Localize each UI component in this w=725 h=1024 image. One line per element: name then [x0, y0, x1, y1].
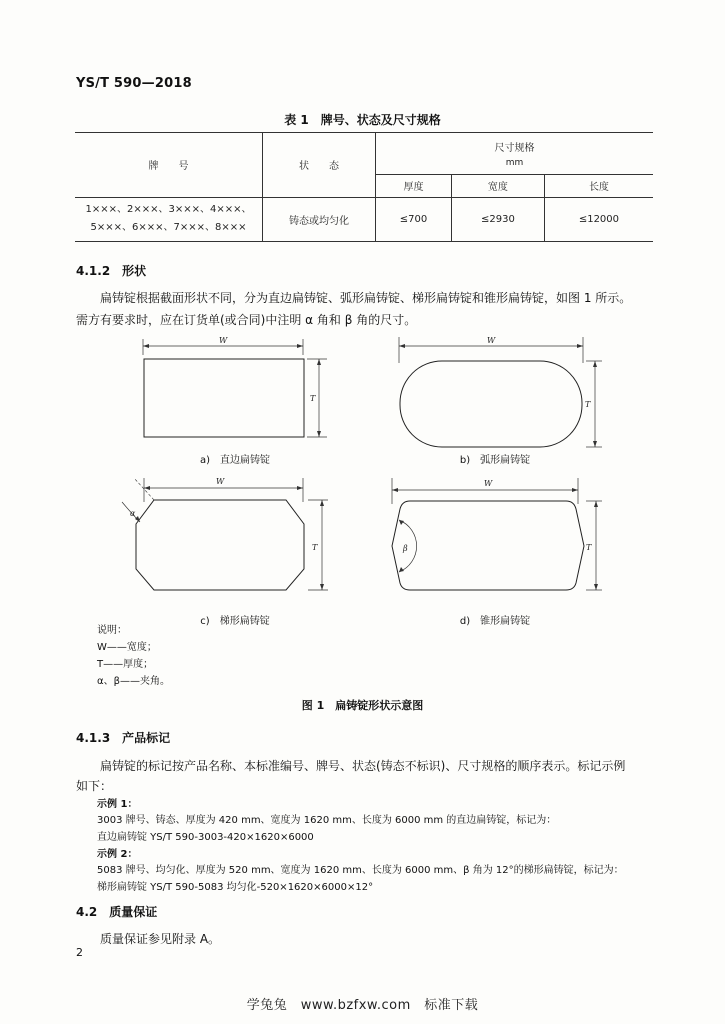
grade-line-2: 5×××、6×××、7×××、8××× [90, 222, 247, 234]
heading-4-1-2: 4.1.2 形状 [76, 264, 147, 278]
col-header-length: 长度 [544, 175, 653, 197]
shape-paragraph-line-1: 扁铸锭根据截面形状不同，分为直边扁铸锭、弧形扁铸锭、梯形扁铸锭和锥形扁铸锭，如图 1 所示。 [100, 291, 632, 305]
dim-w-label: W [484, 479, 493, 488]
example-1-line-1: 3003 牌号、铸态、厚度为 420 mm、宽度为 1620 mm、长度为 6000 mm 的直边扁铸锭，标记为： [97, 815, 557, 826]
example-2-line-2: 梯形扁铸锭 YS/T 590-5083 均匀化-520×1620×6000×12° [97, 882, 374, 893]
dim-t-label: T [585, 400, 591, 409]
caption-b: b) 弧形扁铸锭 [459, 455, 531, 466]
figure-c-trapezoidal-slab [108, 472, 338, 600]
cell-width: ≤2930 [451, 197, 544, 241]
heading-4-1-3: 4.1.3 产品标记 [76, 731, 171, 745]
legend-alpha-beta: α、β——夹角。 [97, 676, 170, 687]
legend-title: 说明： [97, 625, 127, 636]
example-2-line-1: 5083 牌号、均匀化、厚度为 520 mm、宽度为 1620 mm、长度为 6000 mm、β 角为 12°的梯形扁铸锭，标记为： [97, 865, 624, 876]
dim-t-label: T [586, 543, 592, 552]
caption-c: c) 梯形扁铸锭 [200, 616, 270, 627]
dim-w-label: W [219, 336, 228, 345]
example-1-label: 示例 1： [97, 799, 138, 810]
col-header-width: 宽度 [451, 175, 544, 197]
caption-d: d) 锥形扁铸锭 [459, 616, 531, 627]
figure-title: 图 1 扁铸锭形状示意图 [301, 699, 424, 712]
angle-alpha-label: α [130, 509, 136, 518]
figure-d-tapered-slab [380, 472, 610, 600]
shape-paragraph-line-2: 需方有要求时，应在订货单(或合同)中注明 α 角和 β 角的尺寸。 [76, 313, 417, 327]
marking-paragraph-line-1: 扁铸锭的标记按产品名称、本标准编号、牌号、状态(铸态不标识)、尺寸规格的顺序表示。标记示例 [100, 759, 626, 773]
heading-4-2: 4.2 质量保证 [76, 905, 158, 919]
cell-grade [75, 197, 263, 241]
example-1-line-2: 直边扁铸锭 YS/T 590-3003-420×1620×6000 [97, 832, 314, 843]
dim-w-label: W [216, 477, 225, 486]
col-header-grade: 牌 号 [75, 133, 263, 198]
page-number: 2 [76, 946, 83, 959]
site-footer-watermark: 学兔兔 www.bzfxw.com 标准下载 [246, 998, 479, 1013]
standard-code-header: YS/T 590—2018 [76, 76, 192, 91]
legend-t: T——厚度； [97, 659, 154, 670]
col-header-thickness: 厚度 [376, 175, 452, 197]
cell-thickness: ≤700 [376, 197, 452, 241]
cell-state: 铸态或均匀化 [263, 197, 376, 241]
dim-t-label: T [312, 543, 318, 552]
cell-length: ≤12000 [544, 197, 653, 241]
quality-paragraph: 质量保证参见附录 A。 [100, 932, 221, 946]
dims-unit: mm [505, 158, 524, 169]
grade-state-size-table [75, 132, 653, 242]
dims-label: 尺寸规格 [494, 143, 535, 155]
dim-w-label: W [487, 336, 496, 345]
figure-a-straight-edge-slab [135, 335, 335, 445]
figure-b-arc-slab [390, 333, 610, 453]
table-caption: 表 1 牌号、状态及尺寸规格 [284, 113, 441, 127]
grade-line-1: 1×××、2×××、3×××、4×××、 [85, 204, 252, 216]
caption-a: a) 直边扁铸锭 [199, 455, 271, 466]
figure-legend [97, 622, 170, 690]
marking-paragraph-line-2: 如下： [76, 779, 113, 793]
col-header-dimensions [376, 133, 654, 175]
legend-w: W——宽度； [97, 642, 157, 653]
col-header-state: 状 态 [263, 133, 376, 198]
example-2-label: 示例 2： [97, 849, 138, 860]
angle-beta-label: β [403, 544, 408, 553]
dim-t-label: T [310, 394, 316, 403]
